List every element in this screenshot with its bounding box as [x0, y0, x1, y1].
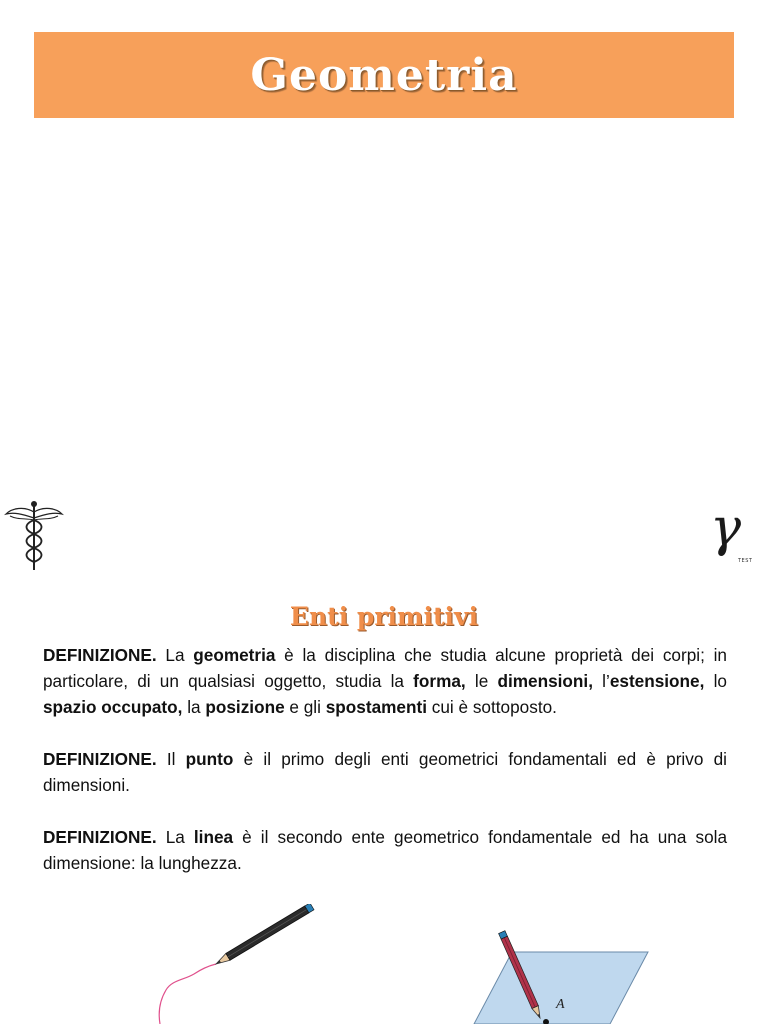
gamma-subtext: TEST	[738, 558, 753, 564]
gamma-logo-icon	[704, 498, 760, 568]
pencil-drawing-line-icon	[150, 904, 330, 1024]
bold-term: dimensioni,	[497, 671, 593, 691]
bold-term: linea	[193, 827, 234, 847]
gamma-glyph: γ	[710, 498, 742, 558]
bold-term: punto	[185, 749, 234, 769]
text-span: la	[182, 697, 206, 717]
bold-term: posizione	[205, 697, 285, 717]
bold-term: spazio occupato,	[43, 697, 183, 717]
text-span: lo	[704, 671, 727, 691]
bold-term: spostamenti	[325, 697, 427, 717]
text-span: e gli	[284, 697, 326, 717]
definition-lead: DEFINIZIONE.	[43, 645, 157, 665]
text-span: è il primo degli enti geometrici fondamentali ed è privo di dimensioni.	[43, 749, 727, 795]
caduceus-icon	[4, 498, 64, 572]
text-span: è la disciplina che studia alcune proprietà dei corpi; in particolare, di un qualsiasi oggetto, studia la	[43, 645, 727, 691]
page-title: Geometria	[250, 49, 518, 101]
definition-lead: DEFINIZIONE.	[43, 749, 157, 769]
text-span: è il secondo ente geometrico fondamentale ed ha una sola dimensione: la lunghezza.	[43, 827, 727, 873]
pencil-marking-point-on-plane-icon	[466, 922, 656, 1024]
definition-geometria	[43, 642, 727, 720]
point-label: A	[556, 997, 565, 1012]
section-title: Enti primitivi	[289, 602, 479, 631]
content-body	[43, 642, 727, 902]
definition-linea	[43, 824, 727, 876]
bold-term: forma,	[413, 671, 466, 691]
bold-term: geometria	[193, 645, 276, 665]
text-span: Il	[156, 749, 186, 769]
definition-punto	[43, 746, 727, 798]
text-span: l’	[592, 671, 610, 691]
definition-lead: DEFINIZIONE.	[43, 827, 157, 847]
text-span: La	[156, 827, 194, 847]
title-banner	[34, 32, 734, 118]
text-span: La	[156, 645, 194, 665]
text-span: cui è sottoposto.	[426, 697, 557, 717]
bold-term: estensione,	[609, 671, 705, 691]
text-span: le	[465, 671, 498, 691]
